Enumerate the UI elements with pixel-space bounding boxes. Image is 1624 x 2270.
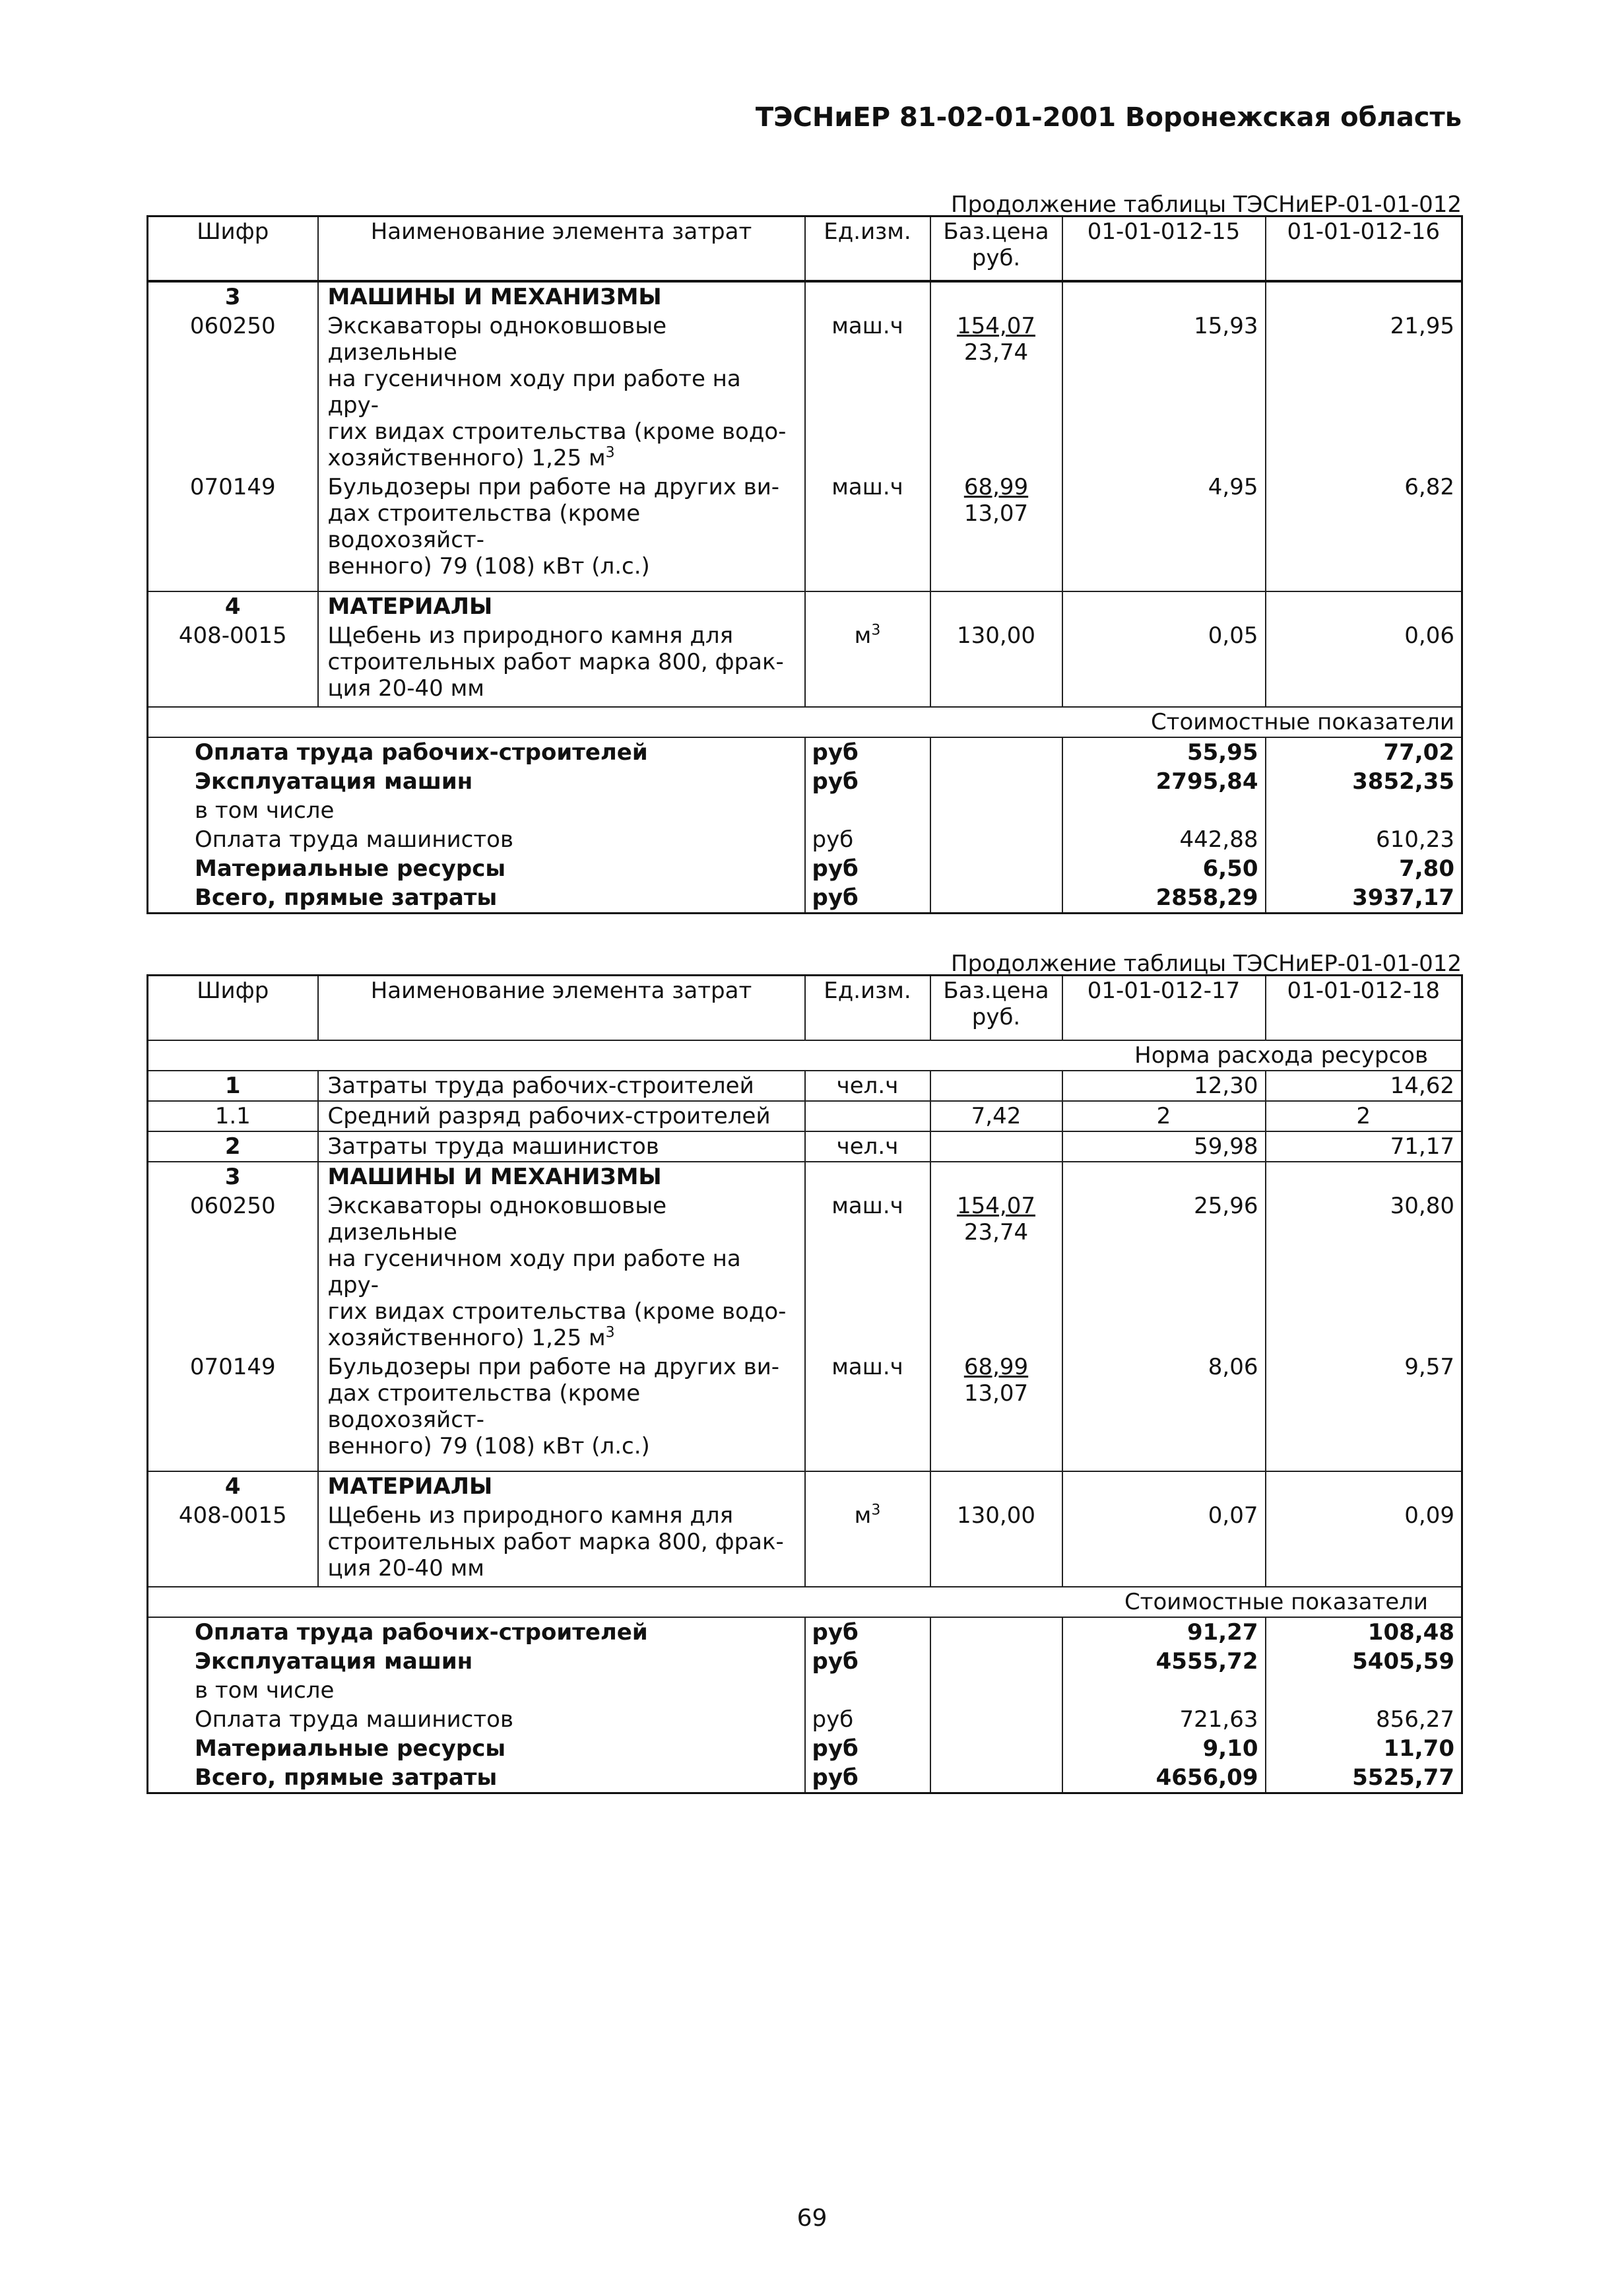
table-row: 060250 Экскаваторы одноковшовые дизельные на гусеничном ходу при работе на дру- гих видах строительства (кроме водо- хозяйственного) 1,25 $м^3$ маш.ч 154,07 23,74 15,93 21,95 [148,312,1462,473]
table2-section-machines: 3 МАШИНЫ И МЕХАНИЗМЫ [148,1162,1462,1191]
table-row: Оплата труда машинистов руб 721,63 856,27 [148,1705,1462,1734]
table-row: Материальные ресурсы руб 9,10 11,70 [148,1734,1462,1763]
table1-caption: Продолжение таблицы ТЭСНиЕР-01-01-012 [951,191,1462,218]
table1-section-machines: 3 МАШИНЫ И МЕХАНИЗМЫ [148,281,1462,312]
table1-cost-caption-row: Стоимостные показатели [148,707,1462,737]
table2 [146,974,1463,1794]
table-row: 1 Затраты труда рабочих-строителей чел.ч 12,30 14,62 [148,1071,1462,1101]
table2-cost-caption-row: Стоимостные показатели [148,1587,1462,1617]
table-row: 070149 Бульдозеры при работе на других ви- дах строительства (кроме водохозяйст- венного) 79 (108) кВт (л.с.) маш.ч 68,99 13,07 4,95 6,82 [148,473,1462,591]
table2-norm-caption-row: Норма расхода ресурсов [148,1040,1462,1071]
table1-section-materials: 4 МАТЕРИАЛЫ [148,591,1462,621]
table-row: Оплата труда рабочих-строителей руб 91,27 108,48 [148,1617,1462,1647]
col-price-header: Баз.цена руб. [930,217,1062,281]
table2-section-materials: 4 МАТЕРИАЛЫ [148,1471,1462,1501]
col-unit-header: Ед.изм. [805,976,930,1040]
table-row: Эксплуатация машин руб 2795,84 3852,35 [148,767,1462,796]
col-name-header: Наименование элемента затрат [318,976,805,1040]
table-row: 060250 Экскаваторы одноковшовые дизельные на гусеничном ходу при работе на дру- гих видах строительства (кроме водо- хозяйственного) 1,25 $м^3$ маш.ч 154,07 23,74 25,96 30,80 [148,1191,1462,1352]
table-row: Всего, прямые затраты руб 4656,09 5525,77 [148,1763,1462,1793]
col-b-header: 01-01-012-16 [1266,217,1462,281]
table2-caption: Продолжение таблицы ТЭСНиЕР-01-01-012 [951,951,1462,977]
col-code-header: Шифр [148,976,318,1040]
table-row: Оплата труда машинистов руб 442,88 610,23 [148,825,1462,854]
table-row: Материальные ресурсы руб 6,50 7,80 [148,854,1462,883]
col-a-header: 01-01-012-17 [1062,976,1266,1040]
table-row: Оплата труда рабочих-строителей руб 55,95 77,02 [148,737,1462,767]
col-code-header: Шифр [148,217,318,281]
table-row: 408-0015 Щебень из природного камня для строительных работ марка 800, фрак- ция 20-40 мм $м^3$ 130,00 0,05 0,06 [148,621,1462,707]
col-price-header: Баз.цена руб. [930,976,1062,1040]
col-unit-header: Ед.изм. [805,217,930,281]
table-row: в том числе [148,796,1462,825]
table-row: в том числе [148,1676,1462,1705]
page-number: 69 [796,2205,828,2232]
table-row: Всего, прямые затраты руб 2858,29 3937,17 [148,883,1462,914]
table-row: 1.1 Средний разряд рабочих-строителей 7,42 2 2 [148,1101,1462,1131]
table-row: 070149 Бульдозеры при работе на других ви- дах строительства (кроме водохозяйст- венного) 79 (108) кВт (л.с.) маш.ч 68,99 13,07 8,06 9,57 [148,1352,1462,1471]
page-header-title: ТЭСНиЕР 81-02-01-2001 Воронежская область [755,102,1462,133]
table1-header-row [148,217,1462,281]
table-row: 2 Затраты труда машинистов чел.ч 59,98 71,17 [148,1131,1462,1162]
table2-header-row [148,976,1462,1040]
table-row: 408-0015 Щебень из природного камня для строительных работ марка 800, фрак- ция 20-40 мм $м^3$ 130,00 0,07 0,09 [148,1501,1462,1587]
col-a-header: 01-01-012-15 [1062,217,1266,281]
table1 [146,215,1463,914]
table-row: Эксплуатация машин руб 4555,72 5405,59 [148,1647,1462,1676]
col-name-header: Наименование элемента затрат [318,217,805,281]
col-b-header: 01-01-012-18 [1266,976,1462,1040]
